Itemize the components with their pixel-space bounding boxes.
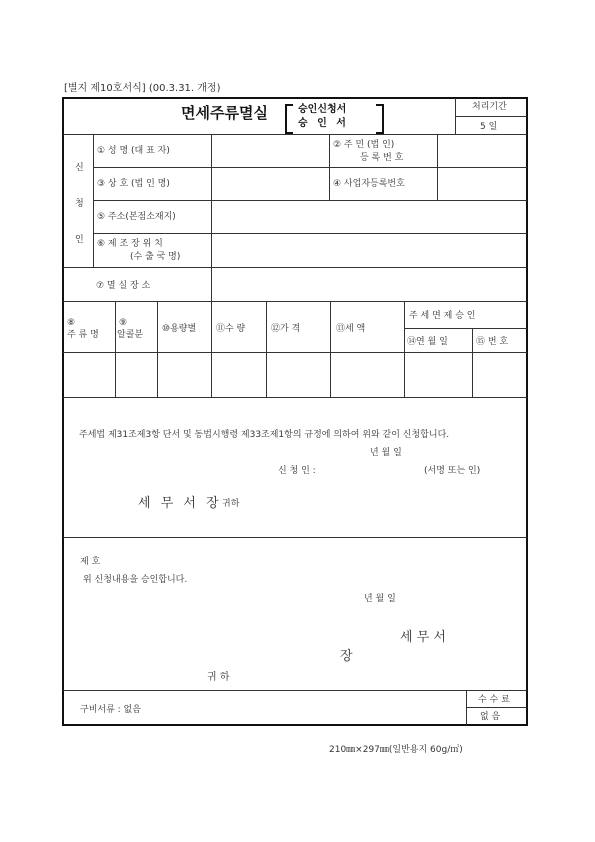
liquor-name-cell[interactable] [64, 353, 114, 397]
approval-date: 년 월 일 [364, 594, 396, 604]
fee-value: 없 음 [480, 712, 501, 722]
business-registration-label: ④ 사업자등록번호 [333, 179, 405, 189]
recipient-honorific: 귀하 [222, 499, 240, 509]
capacity-cell[interactable] [158, 353, 210, 397]
form-reference: [별지 제10호서식] (00.3.31. 개정) [64, 83, 221, 94]
quantity-cell[interactable] [212, 353, 265, 397]
approval-bottom-line [63, 690, 527, 691]
resident-number-label: ② 주 민 (법 인) [333, 140, 395, 150]
paper-specification: 210㎜×297㎜(일반용지 60g/㎡) [329, 745, 463, 755]
statement-bottom-line [63, 537, 527, 538]
application-statement: 주세법 제31조제3항 단서 및 동법시행령 제33조제1항의 규정에 의하여 위와 같이 신청합니다. [79, 430, 450, 440]
applicant-group-char-1: 신 [75, 163, 84, 173]
exempt-header-line [405, 328, 527, 329]
capacity-header: ⑩용량별 [162, 324, 197, 334]
approval-number-cell[interactable] [473, 353, 526, 397]
approval-office-chief: 장 [340, 649, 353, 664]
title-bottom-line [63, 134, 527, 135]
approval-honorific: 귀 하 [207, 672, 230, 683]
table-top-border [62, 97, 528, 99]
resident-number-label-2: 등 록 번 호 [360, 153, 404, 163]
period-mid-line [455, 116, 527, 117]
approval-date-cell[interactable] [405, 353, 471, 397]
quantity-header: ⑪수 량 [216, 324, 246, 334]
tax-office-chief: 세 무 서 장 [138, 496, 222, 511]
applicant-group-divider [93, 134, 94, 268]
approval-date-header: ⑭연 월 일 [407, 337, 448, 347]
processing-period-value: 5 일 [480, 122, 498, 132]
applicant-label: 신 청 인 : [278, 466, 316, 476]
row-line-3 [94, 233, 527, 234]
title-bracket-right [376, 104, 384, 134]
title-option-application: 승인신청서 [298, 104, 347, 115]
liquor-name-number: ⑧ [67, 318, 76, 328]
address-label: ⑤ 주소(본점소재지) [97, 212, 176, 222]
approval-number-header: ⑮ 번 호 [476, 337, 509, 347]
approval-office: 세 무 서 [400, 630, 446, 645]
exemption-approval-header: 주 세 면 제 승 인 [409, 311, 476, 321]
tax-cell[interactable] [331, 353, 403, 397]
application-date: 년 월 일 [370, 448, 402, 458]
loss-place-label: ⑦ 멸 실 장 소 [96, 281, 151, 291]
form-title: 면세주류멸실 [181, 104, 268, 122]
factory-location-label-2: (수 출 국 명) [130, 252, 181, 262]
tax-header: ⑬세 액 [336, 324, 366, 334]
fee-mid-line [466, 707, 527, 708]
liquor-name-header: 주 류 명 [67, 330, 99, 340]
table-bottom-border [62, 724, 528, 726]
loss-place-divider [211, 267, 212, 302]
table-left-border [62, 97, 64, 726]
items-bottom-line [63, 397, 527, 398]
table-right-border [526, 97, 528, 726]
factory-location-label: ⑥ 제 조 장 위 치 [97, 239, 163, 249]
loss-place-bottom-line [63, 301, 527, 302]
signature-label: (서명 또는 인) [424, 466, 481, 476]
required-documents: 구비서류 : 없음 [80, 705, 141, 715]
applicant-group-char-2: 청 [75, 199, 84, 209]
applicant-bottom-line [63, 267, 527, 268]
price-header: ⑫가 격 [271, 324, 301, 334]
row-line-1 [94, 167, 527, 168]
title-bracket-left [285, 104, 293, 134]
company-name-label: ③ 상 호 (법 인 명) [97, 179, 170, 189]
alcohol-number: ⑨ [119, 318, 128, 328]
approval-number-label: 제 호 [80, 557, 101, 567]
applicant-group-char-3: 인 [75, 235, 84, 245]
title-option-approval: 승 인 서 [298, 118, 349, 129]
price-cell[interactable] [267, 353, 329, 397]
name-label: ① 성 명 (대 표 자) [97, 146, 170, 156]
applicant-label-divider [211, 134, 212, 268]
fee-label: 수 수 료 [478, 695, 510, 705]
alcohol-header: 알콜분 [117, 330, 144, 340]
row-line-2 [94, 200, 527, 201]
processing-period-label: 처리기간 [472, 102, 507, 112]
alcohol-cell[interactable] [116, 353, 156, 397]
approval-statement: 위 신청내용을 승인합니다. [83, 575, 188, 585]
